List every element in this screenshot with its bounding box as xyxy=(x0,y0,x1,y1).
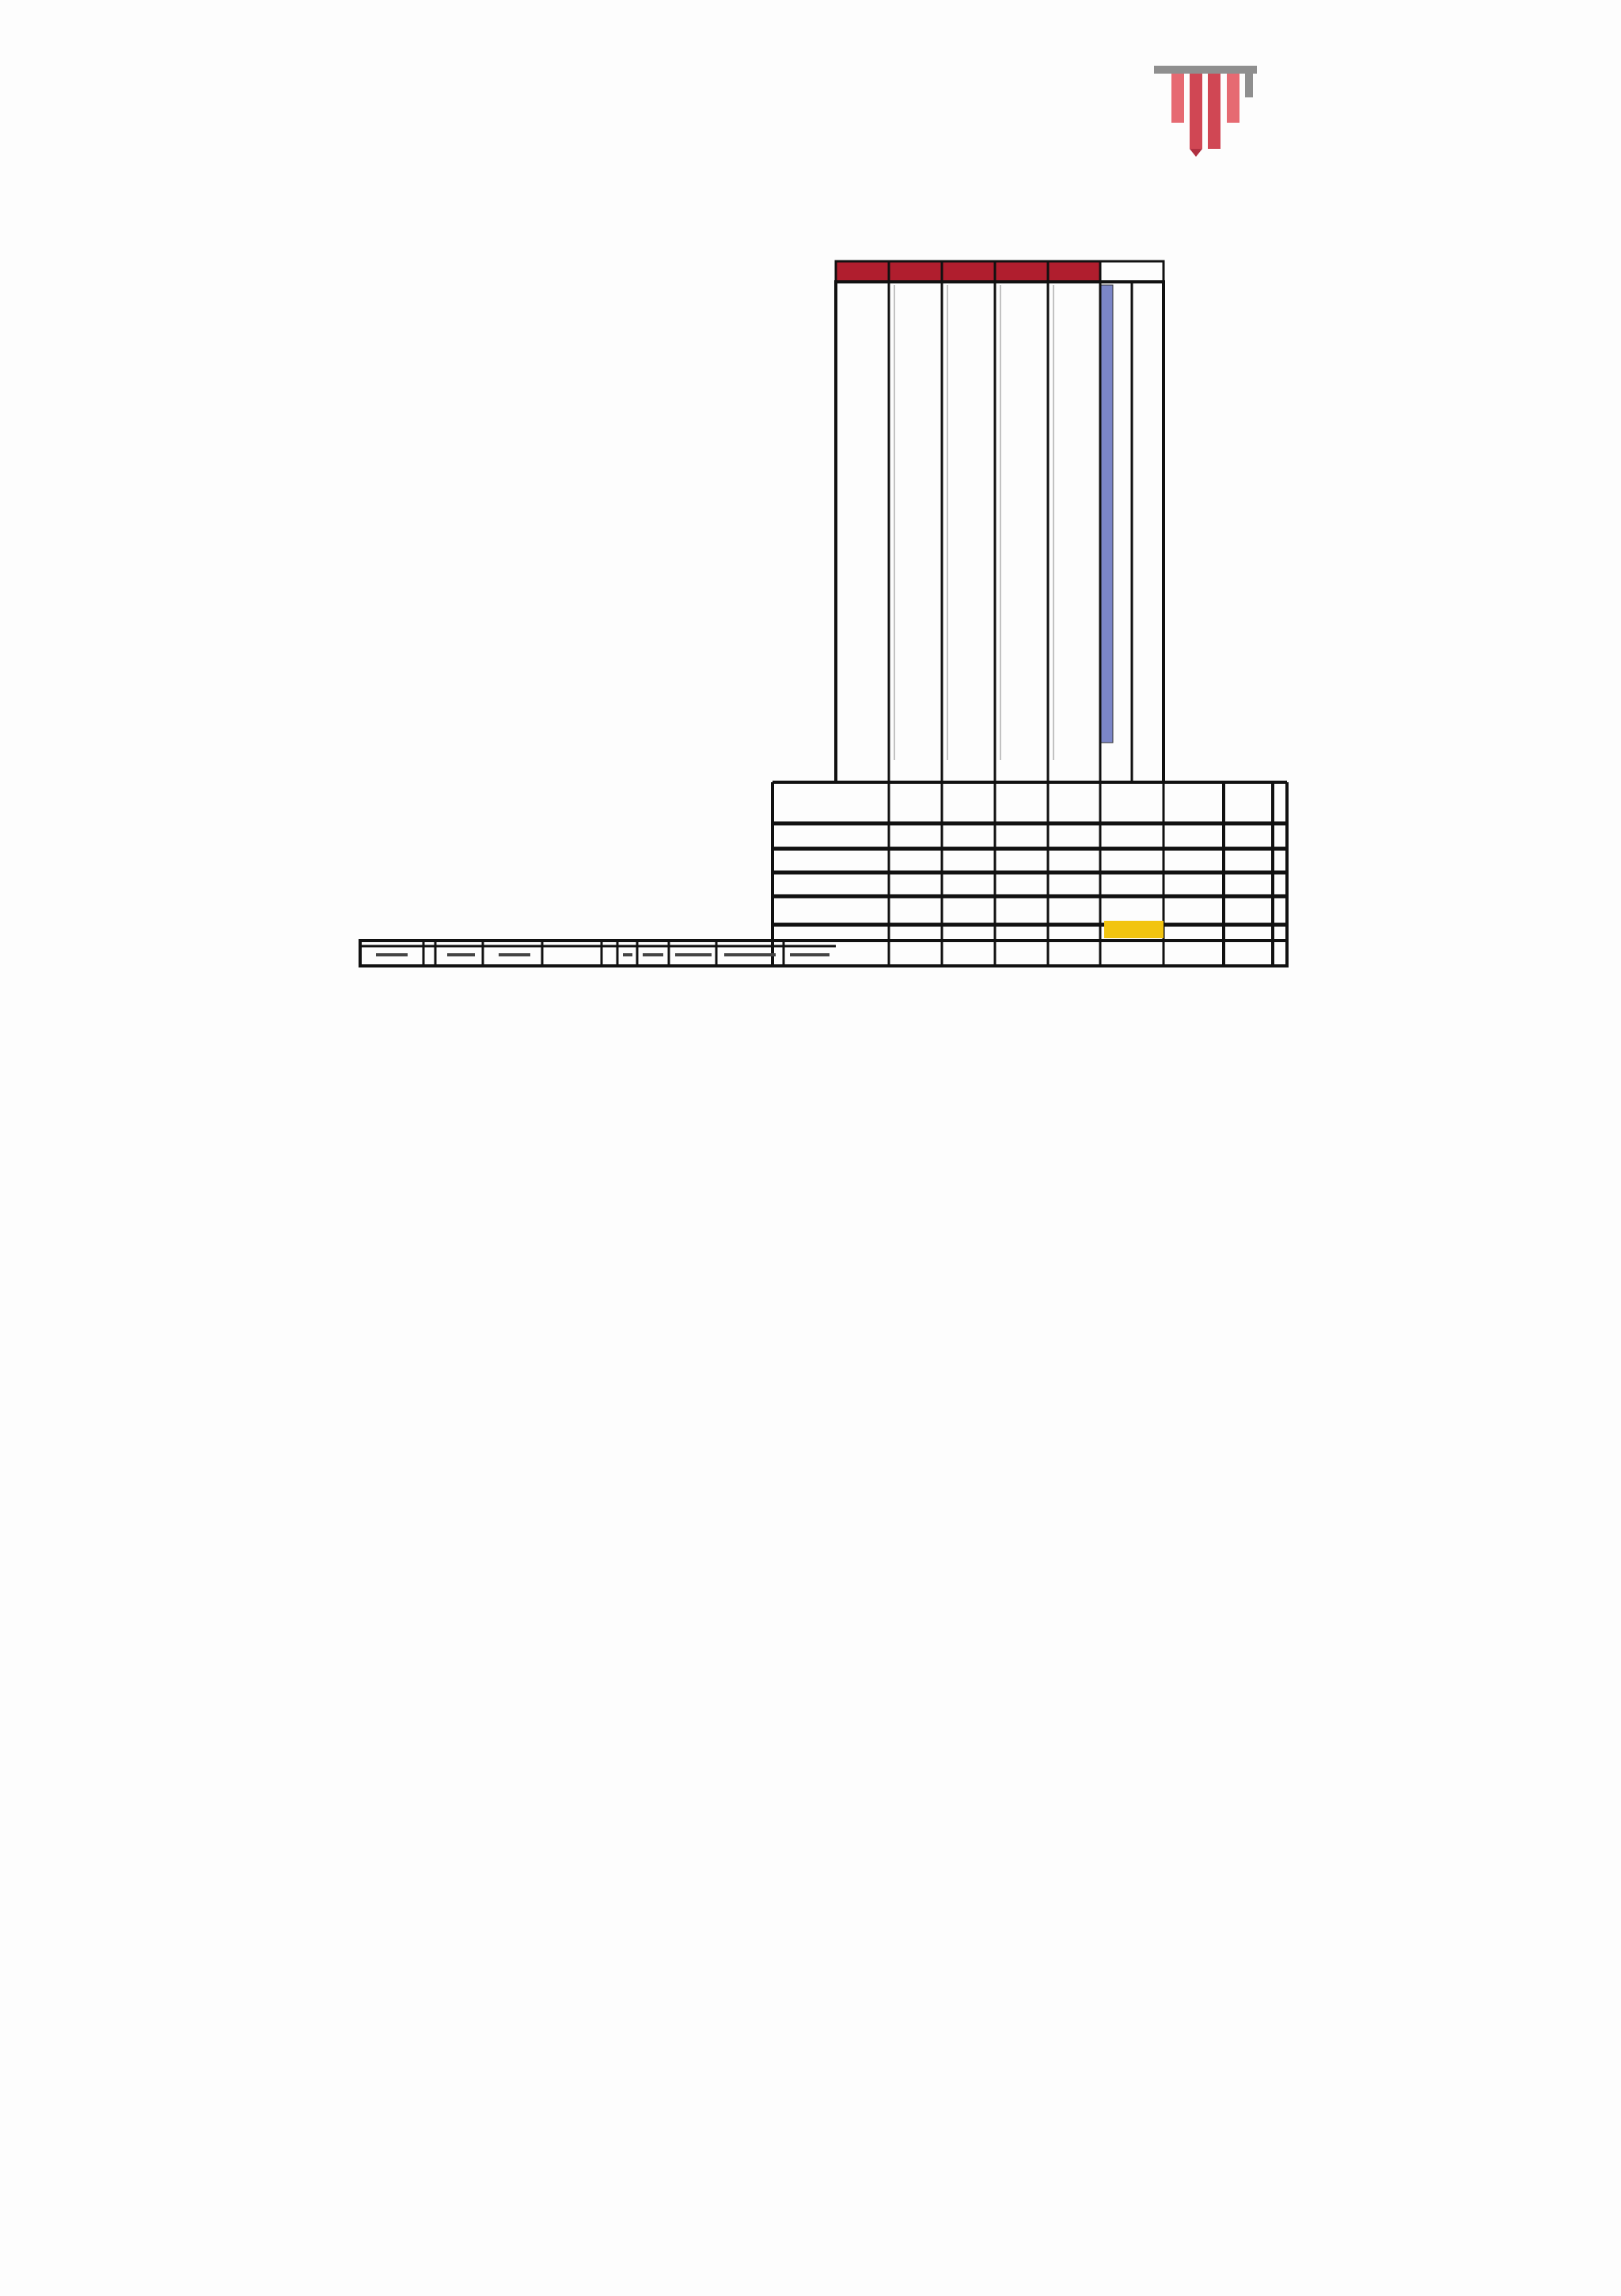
logo-mark-icon xyxy=(1154,66,1257,157)
centrifugal-fan-band xyxy=(836,261,1100,282)
fire-damper-shaft xyxy=(1100,285,1113,743)
building-structure xyxy=(360,261,1287,966)
university-logo xyxy=(1154,62,1526,157)
building-section-diagram xyxy=(348,253,1298,982)
circular-ductwork xyxy=(1104,921,1164,938)
